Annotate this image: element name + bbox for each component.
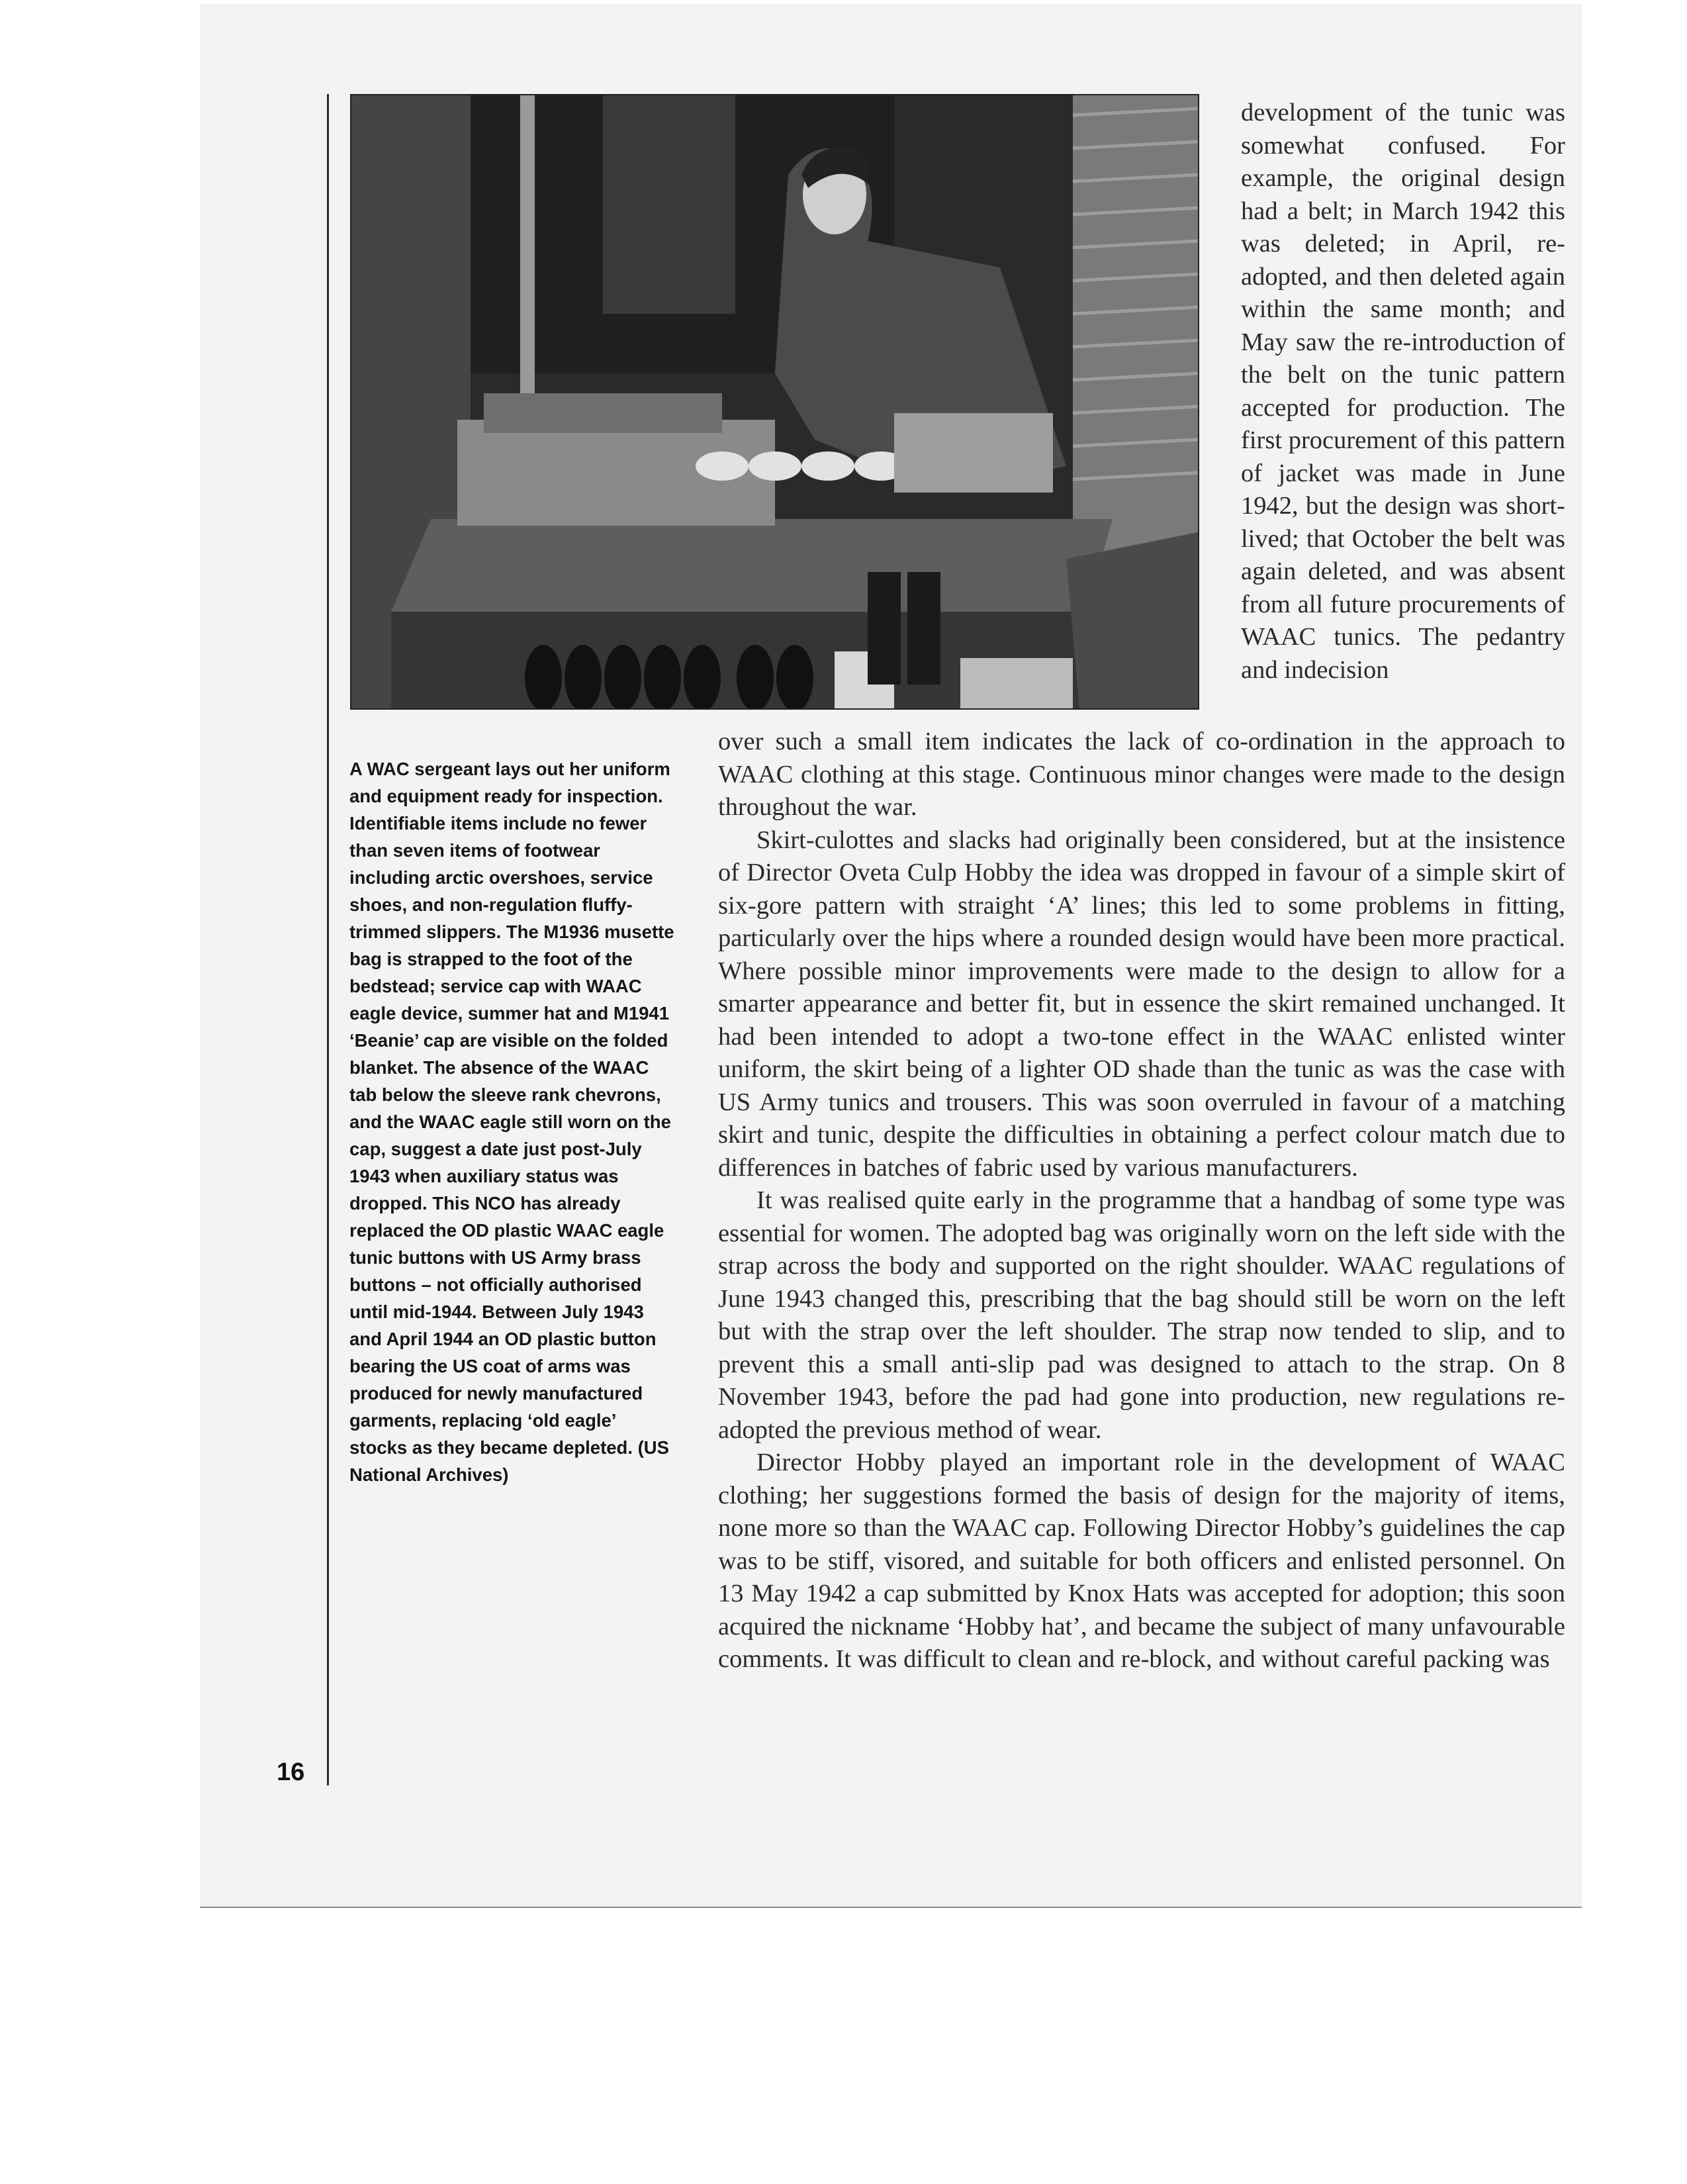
body-text-main-column: [718, 726, 1565, 1676]
margin-rule: [327, 94, 329, 1785]
photo-illustration: [351, 95, 1198, 708]
paragraph: It was realised quite early in the programme that a handbag of some type was essential for women. The adopted bag was originally worn on the left side with the strap across the body and supported on the right shoulder. WAAC regulations of June 1943 changed this, prescribing that the bag should still be worn on the left but with the strap over the left shoulder. The strap now tended to slip, and to prevent this a small anti-slip pad was designed to attach to the strap. On 8 November 1943, before the pad had gone into production, new regulations re-adopted the previous method of wear.: [718, 1186, 1565, 1444]
paragraph: Skirt-culottes and slacks had originally been considered, but at the insistence of Director Oveta Culp Hobby the idea was dropped in favour of a simple skirt of six-gore pattern with straight ‘A’ lines; this led to some problems in fitting, particularly over the hips where a rounded design would have been more practical. Where possible minor improvements were made to the design to allow for a smarter appearance and better fit, but in essence the skirt remained unchanged. It had been intended to adopt a two-tone effect in the WAAC enlisted winter uniform, the skirt being of a lighter OD shade than the tunic as was the case with US Army tunics and trousers. This was soon overruled in favour of a matching skirt and tunic, despite the difficulties in obtaining a perfect colour match due to differences in batches of fabric used by various manufacturers.: [718, 826, 1565, 1182]
paragraph: over such a small item indicates the lack of co-ordination in the approach to WAAC clothing at this stage. Continuous minor changes were made to the design throughout the war.: [718, 728, 1565, 821]
page-number: 16: [277, 1758, 305, 1786]
body-text-right-column: [1241, 97, 1565, 687]
paragraph: Director Hobby played an important role in the development of WAAC clothing; her suggestions formed the basis of design for the majority of items, none more so than the WAAC cap. Following Director Hobby’s guidelines the cap was to be stiff, visored, and suitable for both officers and enlisted personnel. On 13 May 1942 a cap submitted by Knox Hats was accepted for adoption; this soon acquired the nickname ‘Hobby hat’, and became the subject of many unfavourable comments. It was difficult to clean and re-block, and without careful packing was: [718, 1448, 1565, 1673]
photograph-wac-sergeant: [350, 94, 1199, 710]
paragraph: development of the tunic was somewhat confused. For example, the original design had a belt; in March 1942 this was deleted; in April, re-adopted, and then deleted again within the same month; and May saw the re-introduction of the belt on the tunic pattern accepted for production. The first procurement of this pattern of jacket was made in June 1942, but the design was short-lived; that October the belt was again deleted, and was absent from all future procurements of WAAC tunics. The pedantry and indecision: [1241, 99, 1565, 684]
photo-caption: A WAC sergeant lays out her uniform and equipment ready for inspection. Identifiable items include no fewer than seven items of footwear including arctic overshoes, service shoes, and non-regulation fluffy-trimmed slippers. The M1936 musette bag is strapped to the foot of the bedstead; service cap with WAAC eagle device, summer hat and M1941 ‘Beanie’ cap are visible on the folded blanket. The absence of the WAAC tab below the sleeve rank chevrons, and the WAAC eagle still worn on the cap, suggest a date just post-July 1943 when auxiliary status was dropped. This NCO has already replaced the OD plastic WAAC eagle tunic buttons with US Army brass buttons – not officially authorised until mid-1944. Between July 1943 and April 1944 an OD plastic button bearing the US coat of arms was produced for newly manufactured garments, replacing ‘old eagle’ stocks as they became depleted. (US National Archives): [349, 759, 674, 1485]
